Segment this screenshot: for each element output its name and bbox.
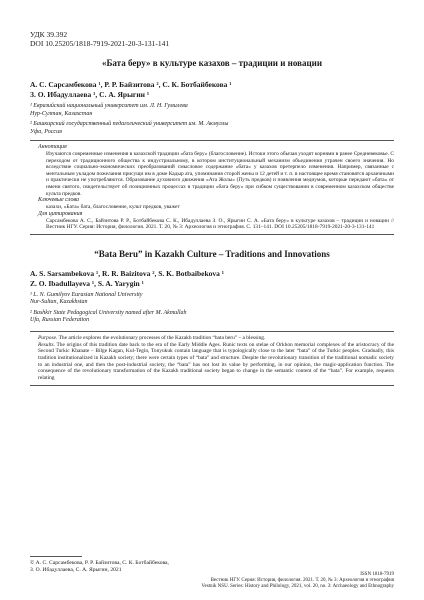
purpose-text: The article explores the evolutionary processes of the Kazakh tradition “bata beru” – a blessing.: [58, 334, 266, 341]
authors-ru-line2: З. О. Ибадуллаева ¹, С. А. Ярыгин ¹: [30, 90, 150, 99]
journal-info: [201, 572, 394, 590]
title-russian: «Бата беру» в культуре казахов – традиции и новации: [101, 58, 323, 68]
article-page: [30, 30, 394, 386]
results-text: The origins of this tradition date back to the era of the Early Middle Ages. Runic texts on stelae of Orkhon memorial complexes of the aristocracy of the Second Turkic Khanate – Bilge Kagan, Kul-Tegin, Tonyukuk contain language that is typologically close to the later “bata” of the Turkic peoples. Gradually, this tradition institutionalized in Kazakh society; there were certain types of “bata” and structure. Despite the revolutionary transition of the traditional nomadic society to an industrial one, and then the post-industrial society, the “bata” has not lost its value by performing, in our opinion, the magic-application function. The consequence of the revolutionary transformation of the Kazakh traditional society began to change in the semantic content of the “bata”. For example, requests relating: [38, 341, 394, 382]
affiliations-russian: [30, 103, 394, 136]
results-label: Results.: [38, 341, 55, 348]
authors-russian: [30, 80, 394, 100]
authors-en-line2: Z. O. Ibadullayeva ¹, S. A. Yarygin ¹: [30, 278, 144, 288]
citation-label: Для цитирования: [38, 210, 83, 217]
affil-ru-1-name: ¹ Евразийский национальный университет им. Л. Н. Гумилева: [30, 103, 188, 109]
issn: ISSN 1818-7919: [360, 572, 394, 577]
keywords-label: Ключевые слова: [38, 197, 80, 204]
udk-code: УДК 39.392: [30, 30, 68, 39]
abstract-english-box: [30, 331, 394, 386]
journal-en: Vestnik NSU. Series: History and Philology, 2021, vol. 20, no. 3: Archaeology and Ethnography: [201, 584, 394, 589]
affil-ru-1-city: Нур-Султан, Казахстан: [30, 110, 93, 117]
affil-en-2-city: Ufa, Russian Federation: [30, 317, 90, 324]
authors-ru-line1: А. С. Сарсамбекова ¹, Р. Р. Байзитова ², С. К. Ботбайбекова ¹: [30, 80, 232, 89]
abstract-label: Аннотация: [38, 144, 67, 150]
abstract-russian-box: [30, 140, 394, 235]
purpose-label: Purpose.: [38, 334, 58, 341]
affil-en-1-name: ¹ L. N. Gumilyov Eurasian National University: [30, 291, 143, 298]
copyright-footer: [30, 556, 394, 574]
copyright-line1: © А. С. Сарсамбекова, Р. Р. Байзитова, С. К. Ботбайбекова,: [30, 560, 169, 566]
copyright-line2: З. О. Ибадуллаева, С. А. Ярыгин, 2021: [30, 566, 122, 573]
footer-divider: [30, 556, 82, 557]
affiliations-english: [30, 292, 394, 325]
affil-ru-2-name: ² Башкирский государственный педагогический университет им. М. Акмуллы: [30, 121, 229, 127]
authors-en-line1: A. S. Sarsambekova ¹, R. R. Baizitova ², S. K. Botbaibekova ¹: [30, 268, 225, 278]
title-english: “Bata Beru” in Kazakh Culture – Traditions and Innovations: [94, 248, 330, 259]
journal-ru: Вестник НГУ. Серия: История, филология. 2021. Т. 20, № 3: Археология и этнография: [210, 578, 394, 583]
abstract-text: Изучаются современные изменения в казахской традиции «бата беру» (благословение). Истоки этого обычая уходят корнями в ранее Средневековье. С переходом от традиционного общества к индустриальному, в котором институциональный механизм объединения утрачен своего значения. Но вследствие социально-экономических преобразований смысловое содержание «бата» у казахов претерпело изменения. Например, связанные с ментальным укладом пожелания присущи им в доме Кадыр ата, упоминания сторой жены и 12 детей и т. п. в настоящее время становятся архаичными и практически не употребляются. Образование духовного движения «Ата Жолы» (Путь предков) и появления медиумов, которые передают «бата» от имени святого, свидетельствует об позиционных процессах в традиции «бата беру» при сибком существовании в современном казахском обществе культа предков.: [46, 151, 394, 197]
citation-text: Сарсамбекова А. С., Байзитова Р. Р., Ботбайбекова С. К., Ибадуллаева З. О., Ярыгин С. А. «Бата беру» в культуре казахов – традиции и новации // Вестник НГУ. Серия: История, филология. 2021. Т. 20, № 3: Археология и этнография. С. 131–141. DOI 10.25205/1818-7919-2021-20-3-131-141: [46, 217, 394, 231]
affil-en-2-name: ² Bashkir State Pedagogical University named after M. Akmullah: [30, 309, 187, 316]
authors-english: [30, 269, 394, 289]
keywords-text: казахи, «Бата» бата, благословение, культ предков, уважет: [46, 204, 180, 211]
results-paragraph: [38, 342, 394, 382]
affil-en-1-city: Nur-Sultan, Kazakhstan: [30, 299, 88, 306]
purpose-paragraph: [38, 335, 394, 342]
affil-ru-2-city: Уфа, Россия: [30, 128, 62, 135]
doi: DOI 10.25205/1818-7919-2021-20-3-131-141: [30, 39, 170, 48]
